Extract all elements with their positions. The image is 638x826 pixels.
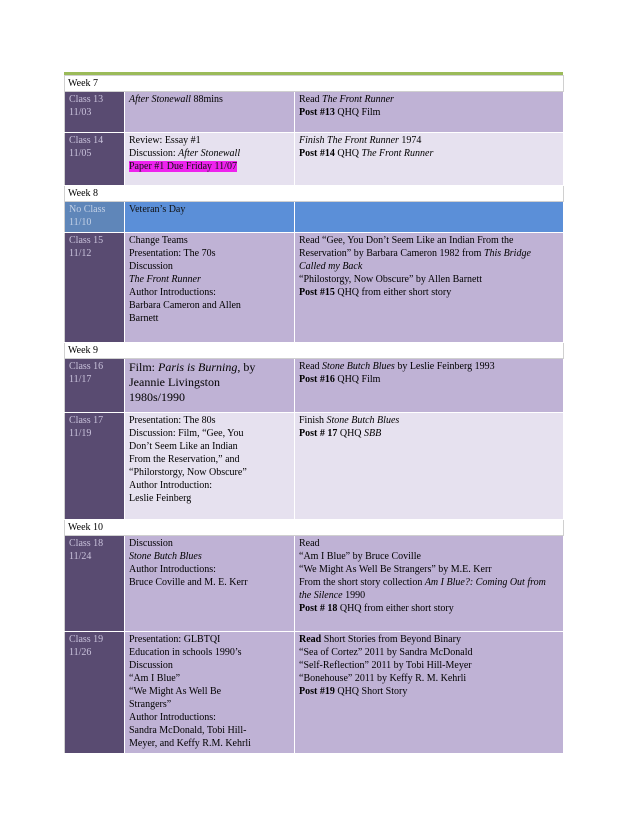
read-prefix: Finish [299, 415, 327, 426]
class-label-cell [65, 359, 125, 413]
post-text: QHQ from either short story [334, 287, 452, 298]
discussion-title: Stone Butch Blues [129, 551, 202, 562]
read-prefix: Read [299, 361, 323, 372]
activity-cell [125, 632, 295, 754]
reading-year: 1990 [342, 590, 366, 601]
discussion-title: The Front Runner [129, 274, 201, 285]
schedule-sheet [64, 72, 563, 754]
class-row [65, 133, 564, 186]
class-row [65, 536, 564, 632]
activity-line: “We Might As Well Be [129, 686, 222, 697]
post-text: QHQ [337, 428, 365, 439]
reading-text: “Sea of Cortez” 2011 by Sandra McDonald [299, 647, 473, 658]
class-number: Class 15 [69, 235, 104, 246]
class-date: 11/03 [69, 107, 92, 118]
class-label-cell [65, 202, 125, 233]
reading-text: “Bonehouse” 2011 by Keffy R. M. Kehrli [299, 673, 467, 684]
class-row [65, 413, 564, 520]
activity-cell [125, 92, 295, 133]
class-label-cell [65, 536, 125, 632]
class-label-cell [65, 632, 125, 754]
class-number: Class 13 [69, 94, 104, 105]
film-length: 88mins [190, 94, 223, 105]
class-date: 11/19 [69, 428, 92, 439]
class-date: 11/05 [69, 148, 92, 159]
post-text: QHQ from either short story [337, 603, 454, 614]
read-label: Read [299, 634, 322, 645]
week-label: Week 7 [65, 76, 564, 92]
activity-line: Author Introductions: [129, 287, 216, 298]
activity-line: Bruce Coville and M. E. Kerr [129, 577, 248, 588]
reading-text: Read [299, 538, 320, 549]
activity-line: Change Teams [129, 235, 188, 246]
activity-cell [125, 233, 295, 343]
post-label: Post #19 [299, 686, 335, 697]
activity-cell [125, 536, 295, 632]
reading-title: Stone Butch Blues [322, 361, 395, 372]
discussion-title: After Stonewall [178, 148, 241, 159]
reading-cell [295, 133, 564, 186]
class-number: Class 16 [69, 361, 104, 372]
activity-line: Strangers” [129, 699, 172, 710]
post-label: Post #15 [299, 287, 335, 298]
reading-text: “Self-Reflection” 2011 by Tobi Hill-Meyer [299, 660, 472, 671]
class-label-cell [65, 413, 125, 520]
activity-line: Discussion: Film, “Gee, You [129, 428, 244, 439]
class-row [65, 233, 564, 343]
week-row [65, 343, 564, 359]
post-label: Post #13 [299, 107, 335, 118]
activity-line: Film: [129, 360, 159, 374]
post-title: SBB [364, 428, 382, 439]
class-number: Class 18 [69, 538, 104, 549]
reading-cell [295, 359, 564, 413]
post-text: QHQ Film [334, 107, 381, 118]
reading-cell [295, 92, 564, 133]
activity-line: Sandra McDonald, Tobi Hill- [129, 725, 247, 736]
read-prefix: Read [299, 94, 323, 105]
reading-text: Read “Gee, You Don’t Seem Like an Indian From the Reservation” by Barbara Cameron 1982 from [299, 235, 514, 259]
reading-title: Stone Butch Blues [326, 415, 400, 426]
class-number: Class 19 [69, 634, 104, 645]
activity-line: Discussion [129, 538, 173, 549]
reading-text: “Am I Blue” by Bruce Coville [299, 551, 421, 562]
activity-line: Barnett [129, 313, 159, 324]
activity-line: Discussion [129, 660, 173, 671]
activity-line: Author Introduction: [129, 480, 213, 491]
activity-line: Discussion [129, 261, 173, 272]
reading-text: Short Stories from Beyond Binary [321, 634, 461, 645]
holiday-title: Veteran’s Day [125, 202, 295, 233]
reading-title: Finish The Front Runner [299, 135, 399, 146]
activity-line: From the Reservation,” and [129, 454, 240, 465]
reading-text: From the short story collection [299, 577, 425, 588]
post-label: Post # 17 [299, 428, 338, 439]
paper-due-highlight: Paper #1 Due Friday 11/07 [129, 161, 237, 172]
reading-text: “We Might As Well Be Strangers” by M.E. Kerr [299, 564, 492, 575]
class-label-cell [65, 133, 125, 186]
class-date: 11/12 [69, 248, 92, 259]
reading-cell [295, 632, 564, 754]
class-date: 11/26 [69, 647, 92, 658]
class-number: Class 14 [69, 135, 104, 146]
activity-line: Presentation: GLBTQI [129, 634, 221, 645]
reading-title: Am I Blue?: Coming Out from the Silence [299, 577, 546, 601]
post-label: Post # 18 [299, 603, 338, 614]
week-label: Week 9 [65, 343, 564, 359]
film-title: Paris is Burning [158, 360, 238, 374]
activity-line: Presentation: The 70s [129, 248, 216, 259]
reading-text: by Leslie Feinberg 1993 [394, 361, 495, 372]
week-row [65, 76, 564, 92]
post-label: Post #16 [299, 374, 335, 385]
activity-line: Leslie Feinberg [129, 493, 192, 504]
activity-line: “Philorstorgy, Now Obscure” [129, 467, 247, 478]
class-row [65, 632, 564, 754]
week-label: Week 10 [65, 520, 564, 536]
reading-cell [295, 413, 564, 520]
activity-line: Discussion: [129, 148, 179, 159]
activity-cell [125, 413, 295, 520]
activity-cell [125, 359, 295, 413]
post-text: QHQ [334, 148, 362, 159]
reading-text: “Philostorgy, Now Obscure” by Allen Barnett [299, 274, 483, 285]
activity-line: Review: Essay #1 [129, 135, 201, 146]
reading-cell [295, 536, 564, 632]
week-row [65, 520, 564, 536]
activity-line: Don’t Seem Like an Indian [129, 441, 238, 452]
class-date: 11/10 [69, 217, 92, 228]
class-label-cell [65, 233, 125, 343]
holiday-row [65, 202, 564, 233]
activity-line: 1980s/1990 [129, 390, 186, 404]
post-label: Post #14 [299, 148, 335, 159]
class-number: Class 17 [69, 415, 104, 426]
schedule-table [64, 75, 564, 754]
class-date: 11/17 [69, 374, 92, 385]
reading-cell [295, 233, 564, 343]
class-row [65, 92, 564, 133]
week-row [65, 186, 564, 202]
post-text: QHQ Film [334, 374, 381, 385]
reading-title: The Front Runner [322, 94, 394, 105]
activity-line: Author Introductions: [129, 712, 216, 723]
reading-title: This Bridge Called my Back [299, 248, 531, 272]
activity-line: “Am I Blue” [129, 673, 181, 684]
post-text: QHQ Short Story [334, 686, 408, 697]
activity-line: Presentation: The 80s [129, 415, 216, 426]
activity-line: Education in schools 1990’s [129, 647, 242, 658]
reading-year: 1974 [398, 135, 422, 146]
class-row [65, 359, 564, 413]
class-label-cell [65, 92, 125, 133]
post-title: The Front Runner [361, 148, 434, 159]
activity-line: Jeannie Livingston [129, 375, 220, 389]
activity-line: Barbara Cameron and Allen [129, 300, 241, 311]
class-number: No Class [69, 204, 106, 215]
class-date: 11/24 [69, 551, 92, 562]
activity-cell [125, 133, 295, 186]
activity-line: Meyer, and Keffy R.M. Kehrli [129, 738, 251, 749]
reading-cell [295, 202, 564, 233]
film-title: After Stonewall [129, 94, 191, 105]
week-label: Week 8 [65, 186, 564, 202]
activity-line: , by [237, 360, 256, 374]
activity-line: Author Introductions: [129, 564, 216, 575]
